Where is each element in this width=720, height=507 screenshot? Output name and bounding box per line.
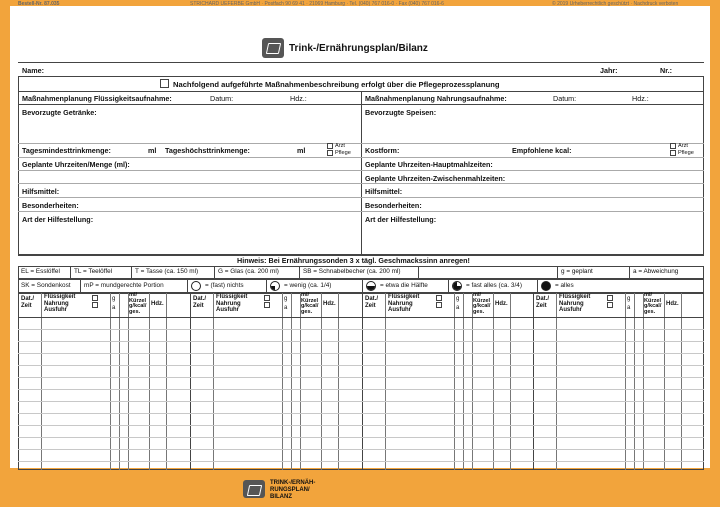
col-ml: ml/ Kürzel g/kcal/ ges. xyxy=(473,292,491,315)
col-a: a xyxy=(627,305,631,311)
col-ml: ml/ Kürzel g/kcal/ ges. xyxy=(301,292,319,315)
right-pflege-checkbox[interactable] xyxy=(670,150,676,156)
col-g: g xyxy=(112,296,116,302)
copyright: © 2019 Urheberrechtlich geschützt · Nachdruck verboten xyxy=(552,1,679,7)
legend-sk: SK = Sondenkost xyxy=(21,282,71,289)
main-meals-label: Geplante Uhrzeiten-Hauptmahlzeiten: xyxy=(365,160,493,169)
right-specials-label: Besonderheiten: xyxy=(365,201,422,210)
planned-times-label: Geplante Uhrzeiten/Menge (ml): xyxy=(22,160,130,169)
min-intake-label: Tagesmindesttrinkmenge: xyxy=(22,146,111,155)
page-title: Trink-/Ernährungsplan/Bilanz xyxy=(289,43,428,54)
footer-logo-icon xyxy=(243,480,265,498)
number-label: Nr.: xyxy=(660,66,672,75)
diet-label: Kostform: xyxy=(365,146,400,155)
right-aids-label: Hilfsmittel: xyxy=(365,187,403,196)
col-date-time: Dat./ Zeit xyxy=(365,296,379,309)
left-date-label: Datum: xyxy=(210,94,234,103)
col-liquid: Flüssigkeit Nahrung Ausfuhr xyxy=(44,294,76,313)
col-ml: ml/ Kürzel g/kcal/ ges. xyxy=(129,292,147,315)
footer-title xyxy=(270,480,315,501)
col-liquid: Flüssigkeit Nahrung Ausfuhr xyxy=(216,294,248,313)
col-liquid: Flüssigkeit Nahrung Ausfuhr xyxy=(388,294,420,313)
col-date-time: Dat./ Zeit xyxy=(193,296,207,309)
left-heading: Maßnahmenplanung Flüssigkeitsaufnahme: xyxy=(22,94,172,103)
col-g: g xyxy=(456,296,460,302)
order-number: Bestell-Nr. 87.035 xyxy=(18,1,60,7)
legend-nothing: = (fast) nichts xyxy=(205,282,244,289)
col-sig: Hdz. xyxy=(666,301,679,307)
name-label: Name: xyxy=(22,66,44,75)
legend-deviation: a = Abweichung xyxy=(633,268,679,275)
legend-all: = alles xyxy=(555,282,574,289)
full-circle-icon xyxy=(541,281,551,291)
legend-planned: g = geplant xyxy=(561,268,593,275)
right-pflege-label: Pflege xyxy=(678,150,694,156)
legend-el: EL = Esslöffel xyxy=(21,268,60,275)
col-check-2[interactable] xyxy=(436,302,442,308)
col-g: g xyxy=(284,296,288,302)
left-pflege-label: Pflege xyxy=(335,150,351,156)
col-check-1[interactable] xyxy=(436,295,442,301)
col-date-time: Dat./ Zeit xyxy=(21,296,35,309)
empty-circle-icon xyxy=(191,281,201,291)
legend-three: = fast alles (ca. 3/4) xyxy=(466,282,522,289)
bilanz-table xyxy=(18,293,704,470)
kcal-label: Empfohlene kcal: xyxy=(512,146,572,155)
left-pflege-checkbox[interactable] xyxy=(327,150,333,156)
col-sig: Hdz. xyxy=(151,301,164,307)
year-label: Jahr: xyxy=(600,66,618,75)
three-quarter-circle-icon xyxy=(452,281,462,291)
col-check-1[interactable] xyxy=(264,295,270,301)
legend-sb: SB = Schnabelbecher (ca. 200 ml) xyxy=(303,268,401,275)
col-sig: Hdz. xyxy=(323,301,336,307)
col-liquid: Flüssigkeit Nahrung Ausfuhr xyxy=(559,294,591,313)
col-a: a xyxy=(284,305,288,311)
legend-tl: TL = Teelöffel xyxy=(74,268,113,275)
footer-line-1: TRINK-/ERNÄH- xyxy=(270,480,316,486)
right-help-label: Art der Hilfestellung: xyxy=(365,215,437,224)
left-aids-label: Hilfsmittel: xyxy=(22,187,60,196)
left-sig-label: Hdz.: xyxy=(290,94,307,103)
footer-line-2: RUNGSPLAN/ xyxy=(270,487,310,493)
left-preferred-label: Bevorzugte Getränke: xyxy=(22,108,97,117)
half-circle-icon xyxy=(366,281,376,291)
left-arzt-label: Arzt xyxy=(335,143,345,149)
right-heading: Maßnahmenplanung Nahrungsaufnahme: xyxy=(365,94,507,103)
legend-t: T = Tasse (ca. 150 ml) xyxy=(135,268,199,275)
col-g: g xyxy=(627,296,631,302)
col-date-time: Dat./ Zeit xyxy=(536,296,550,309)
max-intake-label: Tageshöchsttrinkmenge: xyxy=(165,146,250,155)
publisher-info: STRICHARD UEFERBE GmbH · Postfach 90 69 41 · 21069 Hamburg · Tel. (040) 767 016-0 · Fax (040) 767 016-6 xyxy=(190,1,444,7)
right-preferred-label: Bevorzugte Speisen: xyxy=(365,108,437,117)
footer-line-3: BILANZ xyxy=(270,494,292,500)
notice-checkbox[interactable] xyxy=(160,79,169,88)
notice-text: Nachfolgend aufgeführte Maßnahmenbeschreibung erfolgt über die Pflegeprozessplanung xyxy=(173,80,500,89)
right-arzt-label: Arzt xyxy=(678,143,688,149)
form-logo-icon xyxy=(262,38,284,58)
max-intake-unit: ml xyxy=(297,146,306,155)
col-a: a xyxy=(456,305,460,311)
left-arzt-checkbox[interactable] xyxy=(327,143,333,149)
legend-g: G = Glas (ca. 200 ml) xyxy=(218,268,279,275)
left-specials-label: Besonderheiten: xyxy=(22,201,79,210)
right-sig-label: Hdz.: xyxy=(632,94,649,103)
right-date-label: Datum: xyxy=(553,94,577,103)
legend-quarter: = wenig (ca. 1/4) xyxy=(284,282,332,289)
legend-mp: mP = mundgerechte Portion xyxy=(84,282,164,289)
min-intake-unit: ml xyxy=(148,146,157,155)
col-sig: Hdz. xyxy=(495,301,508,307)
col-ml: ml/ Kürzel g/kcal/ ges. xyxy=(644,292,662,315)
col-check-2[interactable] xyxy=(607,302,613,308)
between-meals-label: Geplante Uhrzeiten-Zwischenmahlzeiten: xyxy=(365,174,506,183)
col-a: a xyxy=(112,305,116,311)
quarter-circle-icon xyxy=(270,281,280,291)
hint-text: Hinweis: Bei Ernährungssonden 3 x tägl. Geschmackssinn anregen! xyxy=(237,256,470,265)
col-check-2[interactable] xyxy=(264,302,270,308)
left-help-label: Art der Hilfestellung: xyxy=(22,215,94,224)
right-arzt-checkbox[interactable] xyxy=(670,143,676,149)
col-check-1[interactable] xyxy=(92,295,98,301)
col-check-2[interactable] xyxy=(92,302,98,308)
col-check-1[interactable] xyxy=(607,295,613,301)
legend-half: = etwa die Hälfte xyxy=(380,282,428,289)
